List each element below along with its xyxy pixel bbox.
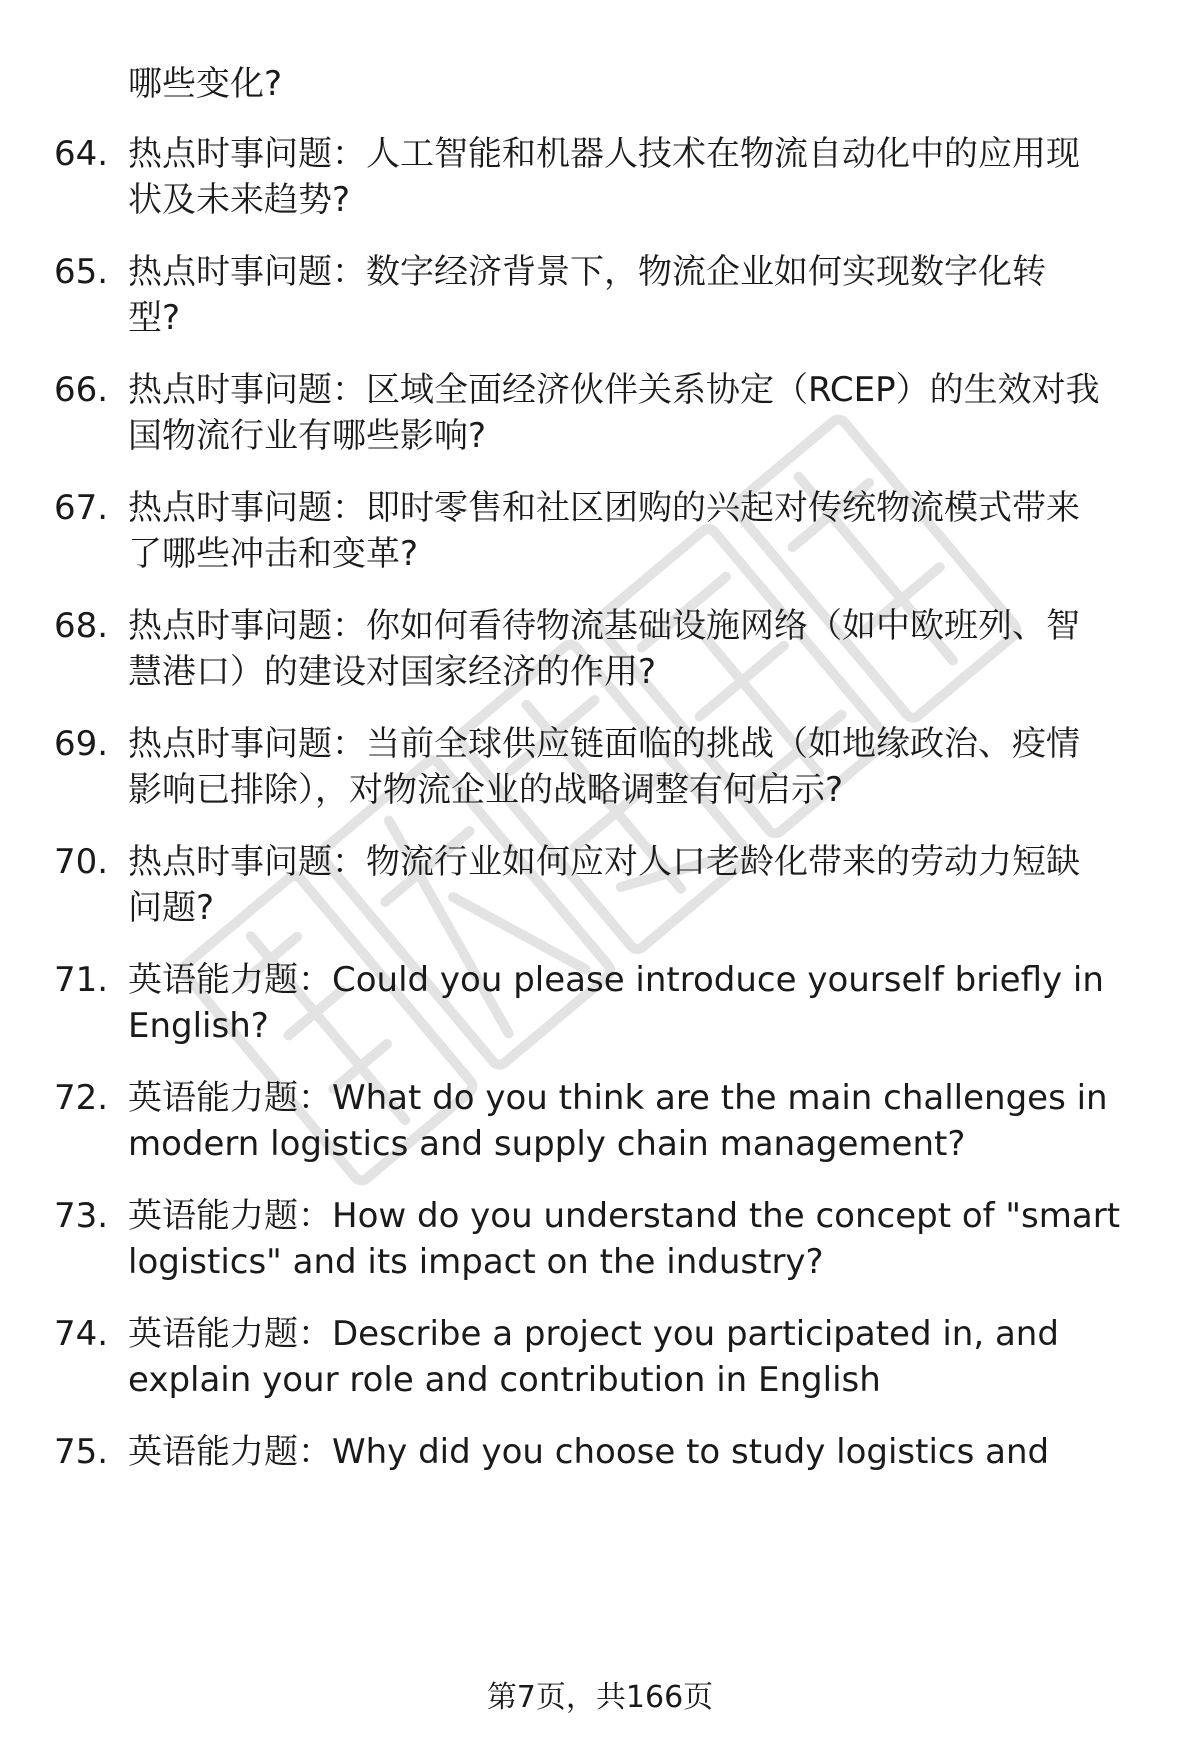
question-text-line: 热点时事问题：你如何看待物流基础设施网络（如中欧班列、智 bbox=[128, 606, 1080, 646]
question-item bbox=[0, 1074, 1200, 1174]
question-text-line: English? bbox=[128, 1006, 269, 1046]
question-text-line: 英语能力题：Could you please introduce yourself briefly in bbox=[128, 960, 1104, 1000]
page-footer: 第7页，共166页 bbox=[486, 1680, 714, 1715]
question-number: 69. bbox=[54, 724, 109, 764]
question-number: 65. bbox=[54, 252, 109, 292]
question-text-line: logistics" and its impact on the industry? bbox=[128, 1242, 824, 1282]
question-number: 70. bbox=[54, 842, 109, 882]
question-item bbox=[0, 130, 1200, 230]
question-item bbox=[0, 1192, 1200, 1292]
question-text-line: 慧港口）的建设对国家经济的作用? bbox=[128, 652, 657, 692]
question-number: 64. bbox=[54, 134, 109, 174]
question-text-line: 型? bbox=[128, 298, 181, 338]
question-number: 72. bbox=[54, 1078, 109, 1118]
question-number: 67. bbox=[54, 488, 109, 528]
question-item bbox=[0, 484, 1200, 584]
question-text-line: 热点时事问题：区域全面经济伙伴关系协定（RCEP）的生效对我 bbox=[128, 370, 1100, 410]
question-text-line: 国物流行业有哪些影响? bbox=[128, 416, 487, 456]
question-text-line: modern logistics and supply chain management? bbox=[128, 1124, 966, 1164]
question-number: 75. bbox=[54, 1432, 109, 1472]
question-number: 71. bbox=[54, 960, 109, 1000]
question-item bbox=[0, 720, 1200, 820]
question-text-line: 了哪些冲击和变革? bbox=[128, 534, 419, 574]
question-text-line: 问题? bbox=[128, 888, 215, 928]
question-item bbox=[0, 1428, 1200, 1528]
question-text-line: explain your role and contribution in English bbox=[128, 1360, 881, 1400]
question-text-line: 状及未来趋势? bbox=[128, 180, 351, 220]
question-text-line: 英语能力题：What do you think are the main challenges in bbox=[128, 1078, 1108, 1118]
question-number: 66. bbox=[54, 370, 109, 410]
question-item bbox=[0, 956, 1200, 1056]
question-continuation: 哪些变化? bbox=[128, 64, 283, 104]
question-item bbox=[0, 1310, 1200, 1410]
question-text-line: 热点时事问题：人工智能和机器人技术在物流自动化中的应用现 bbox=[128, 134, 1080, 174]
question-number: 74. bbox=[54, 1314, 109, 1354]
question-number: 73. bbox=[54, 1196, 109, 1236]
question-item bbox=[0, 366, 1200, 466]
question-text-line: 英语能力题：Why did you choose to study logistics and bbox=[128, 1432, 1050, 1472]
question-text-line: 英语能力题：How do you understand the concept of "smart bbox=[128, 1196, 1121, 1236]
question-item bbox=[0, 838, 1200, 938]
question-number: 68. bbox=[54, 606, 109, 646]
question-text-line: 热点时事问题：物流行业如何应对人口老龄化带来的劳动力短缺 bbox=[128, 842, 1080, 882]
question-text-line: 影响已排除），对物流企业的战略调整有何启示? bbox=[128, 770, 844, 810]
question-text-line: 热点时事问题：数字经济背景下，物流企业如何实现数字化转 bbox=[128, 252, 1046, 292]
question-item bbox=[0, 602, 1200, 702]
question-text-line: 热点时事问题：当前全球供应链面临的挑战（如地缘政治、疫情 bbox=[128, 724, 1080, 764]
question-text-line: 英语能力题：Describe a project you participated in, and bbox=[128, 1314, 1059, 1354]
question-text-line: 热点时事问题：即时零售和社区团购的兴起对传统物流模式带来 bbox=[128, 488, 1080, 528]
question-item bbox=[0, 248, 1200, 348]
